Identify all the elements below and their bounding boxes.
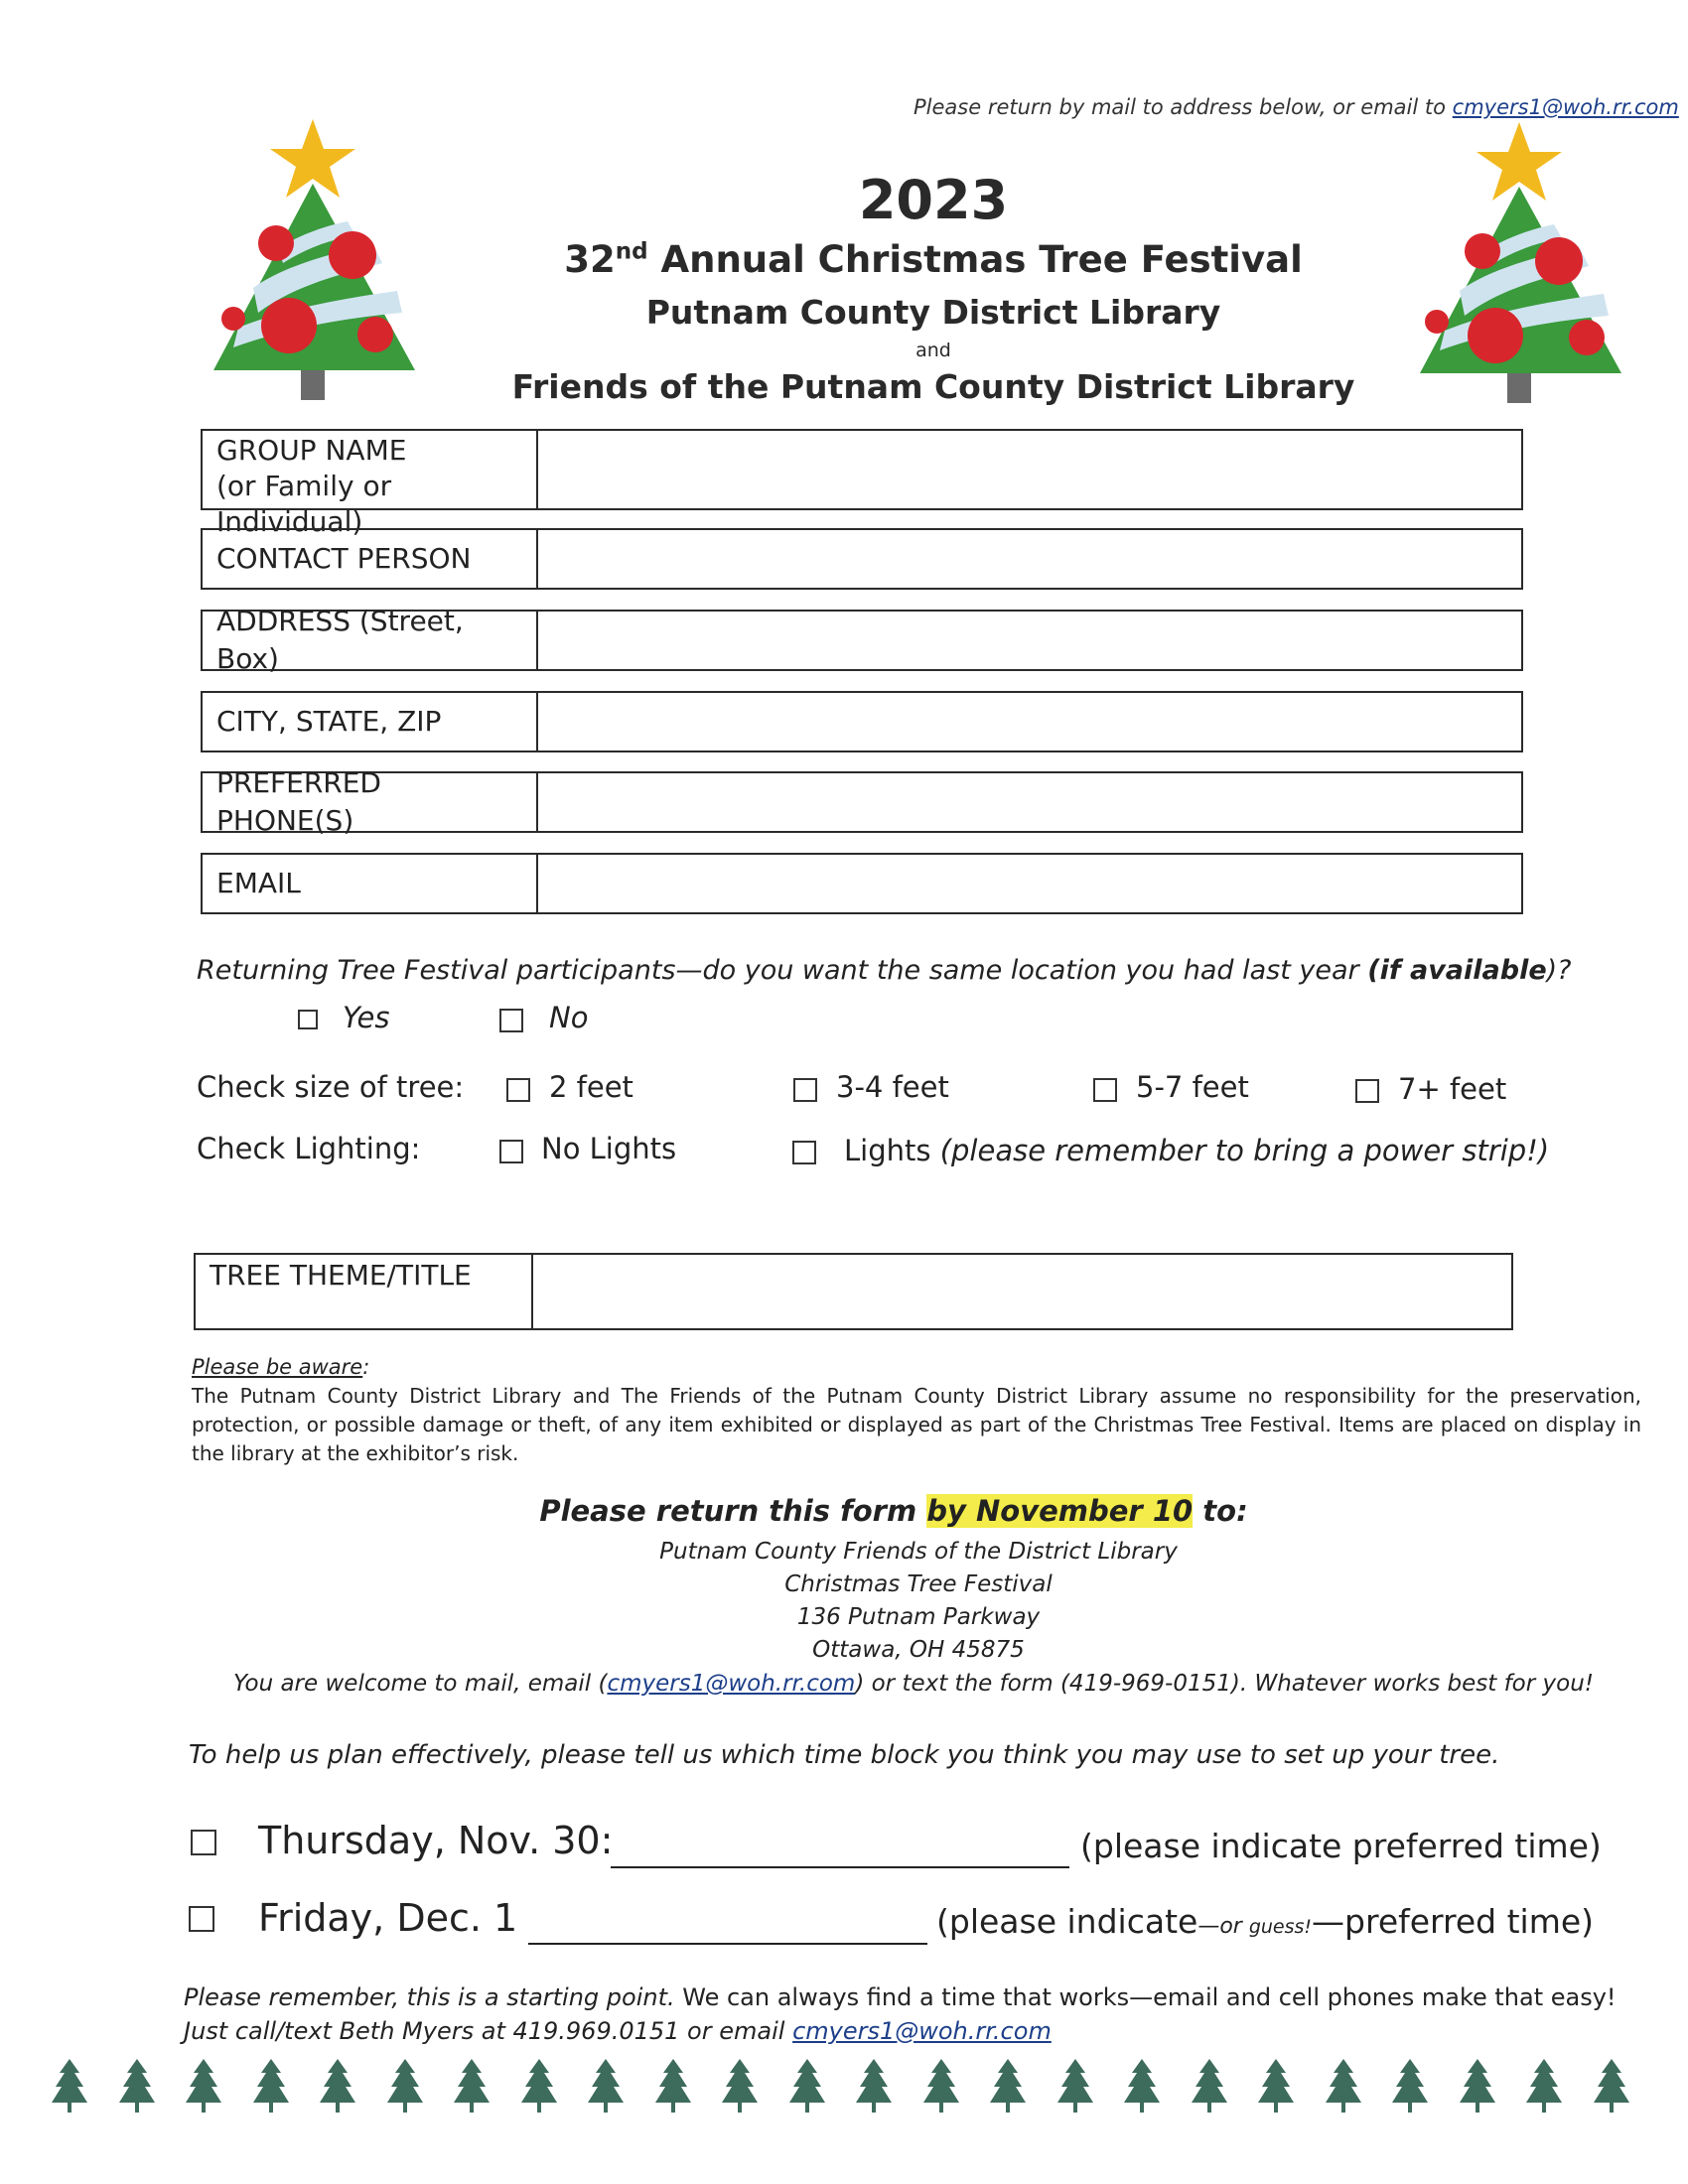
no-label: No <box>549 1001 589 1034</box>
friday-time-line[interactable] <box>528 1943 927 1945</box>
pine-tree-icon <box>1524 2057 1564 2116</box>
welcome-text: You are welcome to mail, email (cmyers1@woh.rr.com) or text the form (419-969-0151). Whatever works best for you! <box>232 1671 1594 1697</box>
pine-tree-icon <box>586 2057 626 2116</box>
no-checkbox[interactable] <box>499 1009 523 1032</box>
size-3-4ft-checkbox[interactable] <box>793 1078 817 1102</box>
address-line: 136 Putnam Parkway <box>796 1604 1041 1630</box>
size-5-7ft-checkbox[interactable] <box>1093 1078 1117 1102</box>
size-2ft-checkbox[interactable] <box>506 1078 530 1102</box>
pine-tree-icon <box>1256 2057 1296 2116</box>
no-lights-label: No Lights <box>541 1132 677 1165</box>
contact-person-row <box>201 528 1523 590</box>
thursday-label: Thursday, Nov. 30: <box>258 1819 614 1862</box>
pine-tree-icon <box>117 2057 157 2116</box>
plan-question: To help us plan effectively, please tell us which time block you think you may use to set up your tree. <box>189 1740 1500 1770</box>
return-note: Please return by mail to address below, or email to cmyers1@woh.rr.com <box>914 95 1679 119</box>
tree-theme-row <box>194 1253 1513 1330</box>
email-label: EMAIL <box>203 855 538 912</box>
pine-tree-icon <box>1592 2057 1631 2116</box>
lights-checkbox[interactable] <box>792 1141 816 1164</box>
thursday-time-line[interactable] <box>611 1866 1069 1868</box>
christmas-tree-icon <box>1405 117 1633 405</box>
thursday-checkbox[interactable] <box>191 1830 216 1855</box>
size-7ft-plus-checkbox[interactable] <box>1355 1079 1379 1103</box>
pine-tree-border <box>50 2057 1638 2126</box>
city-state-zip-label: CITY, STATE, ZIP <box>203 693 538 751</box>
tree-theme-label: TREE THEME/TITLE <box>196 1255 533 1328</box>
friends-heading: Friends of the Putnam County District Library <box>511 367 1355 406</box>
phone-field[interactable] <box>540 773 1521 831</box>
pine-tree-icon <box>251 2057 291 2116</box>
group-name-field[interactable] <box>540 431 1521 508</box>
pine-tree-icon <box>921 2057 961 2116</box>
group-name-label: GROUP NAME (or Family or Individual) <box>203 431 538 508</box>
lights-label: Lights (please remember to bring a power strip!) <box>844 1134 1550 1167</box>
pine-tree-icon <box>1390 2057 1430 2116</box>
remember-text: Please remember, this is a starting point. We can always find a time that works—email and cell phones make that easy! Just call/text Beth Myers at 419.969.0151 or email cmyers1@woh.rr.com <box>184 1983 1617 2045</box>
pine-tree-icon <box>50 2057 89 2116</box>
thursday-note: (please indicate preferred time) <box>1080 1827 1602 1865</box>
return-form-heading: Please return this form by November 10 to: <box>539 1494 1248 1528</box>
pine-tree-icon <box>988 2057 1028 2116</box>
yes-checkbox[interactable] <box>298 1010 318 1029</box>
pine-tree-icon <box>653 2057 693 2116</box>
size-7ft-plus-label: 7+ feet <box>1398 1072 1507 1106</box>
group-name-row <box>201 429 1523 538</box>
pine-tree-icon <box>1055 2057 1095 2116</box>
no-lights-checkbox[interactable] <box>499 1140 523 1163</box>
pine-tree-icon <box>519 2057 559 2116</box>
phone-label: PREFERRED PHONE(S) <box>203 773 538 831</box>
tree-size-label: Check size of tree: <box>197 1070 465 1104</box>
pine-tree-icon <box>1190 2057 1229 2116</box>
yes-label: Yes <box>343 1001 390 1034</box>
pine-tree-icon <box>318 2057 357 2116</box>
welcome-email-link[interactable]: cmyers1@woh.rr.com <box>607 1671 856 1697</box>
pine-tree-icon <box>854 2057 894 2116</box>
return-email-link[interactable]: cmyers1@woh.rr.com <box>1452 95 1679 119</box>
address-line: Ottawa, OH 45875 <box>812 1637 1025 1663</box>
size-2ft-label: 2 feet <box>549 1070 633 1104</box>
pine-tree-icon <box>184 2057 223 2116</box>
address-row <box>201 605 1523 675</box>
email-row <box>201 853 1523 914</box>
pine-tree-icon <box>385 2057 425 2116</box>
christmas-tree-icon <box>199 114 427 402</box>
pine-tree-icon <box>720 2057 760 2116</box>
friday-note: (please indicate—or guess!—preferred time) <box>936 1902 1595 1941</box>
friday-checkbox[interactable] <box>189 1906 214 1932</box>
pine-tree-icon <box>1122 2057 1162 2116</box>
email-field[interactable] <box>540 855 1521 912</box>
remember-email-link[interactable]: cmyers1@woh.rr.com <box>792 2017 1052 2045</box>
tree-theme-field[interactable] <box>535 1255 1511 1328</box>
address-line: Putnam County Friends of the District Library <box>659 1539 1178 1565</box>
pine-tree-icon <box>1324 2057 1363 2116</box>
address-field[interactable] <box>540 612 1521 669</box>
city-state-zip-field[interactable] <box>540 693 1521 751</box>
contact-person-label: CONTACT PERSON <box>203 530 538 588</box>
pine-tree-icon <box>452 2057 492 2116</box>
phone-row <box>201 766 1523 837</box>
returning-question: Returning Tree Festival participants—do you want the same location you had last year (if available)? <box>197 955 1572 986</box>
size-5-7ft-label: 5-7 feet <box>1136 1070 1249 1104</box>
contact-person-field[interactable] <box>540 530 1521 588</box>
aware-body: The Putnam County District Library and The Friends of the Putnam County District Library assume no responsibility for the preservation, protection, or possible damage or theft, of any item exhibited or displayed as part of the Christmas Tree Festival. Items are placed on display in the library at the exhibitor’s risk. <box>192 1384 1641 1465</box>
size-3-4ft-label: 3-4 feet <box>836 1070 949 1104</box>
pine-tree-icon <box>1458 2057 1497 2116</box>
address-label: ADDRESS (Street, Box) <box>203 612 538 669</box>
year-heading: 2023 <box>858 169 1009 231</box>
city-state-zip-row <box>201 691 1523 752</box>
lighting-label: Check Lighting: <box>197 1132 421 1165</box>
festival-heading: 32nd Annual Christmas Tree Festival <box>564 238 1303 281</box>
library-heading: Putnam County District Library <box>645 293 1221 332</box>
pine-tree-icon <box>787 2057 827 2116</box>
friday-label: Friday, Dec. 1 <box>258 1896 518 1940</box>
and-text: and <box>915 340 951 361</box>
aware-heading: Please be aware: <box>192 1355 370 1379</box>
address-line: Christmas Tree Festival <box>784 1571 1053 1597</box>
